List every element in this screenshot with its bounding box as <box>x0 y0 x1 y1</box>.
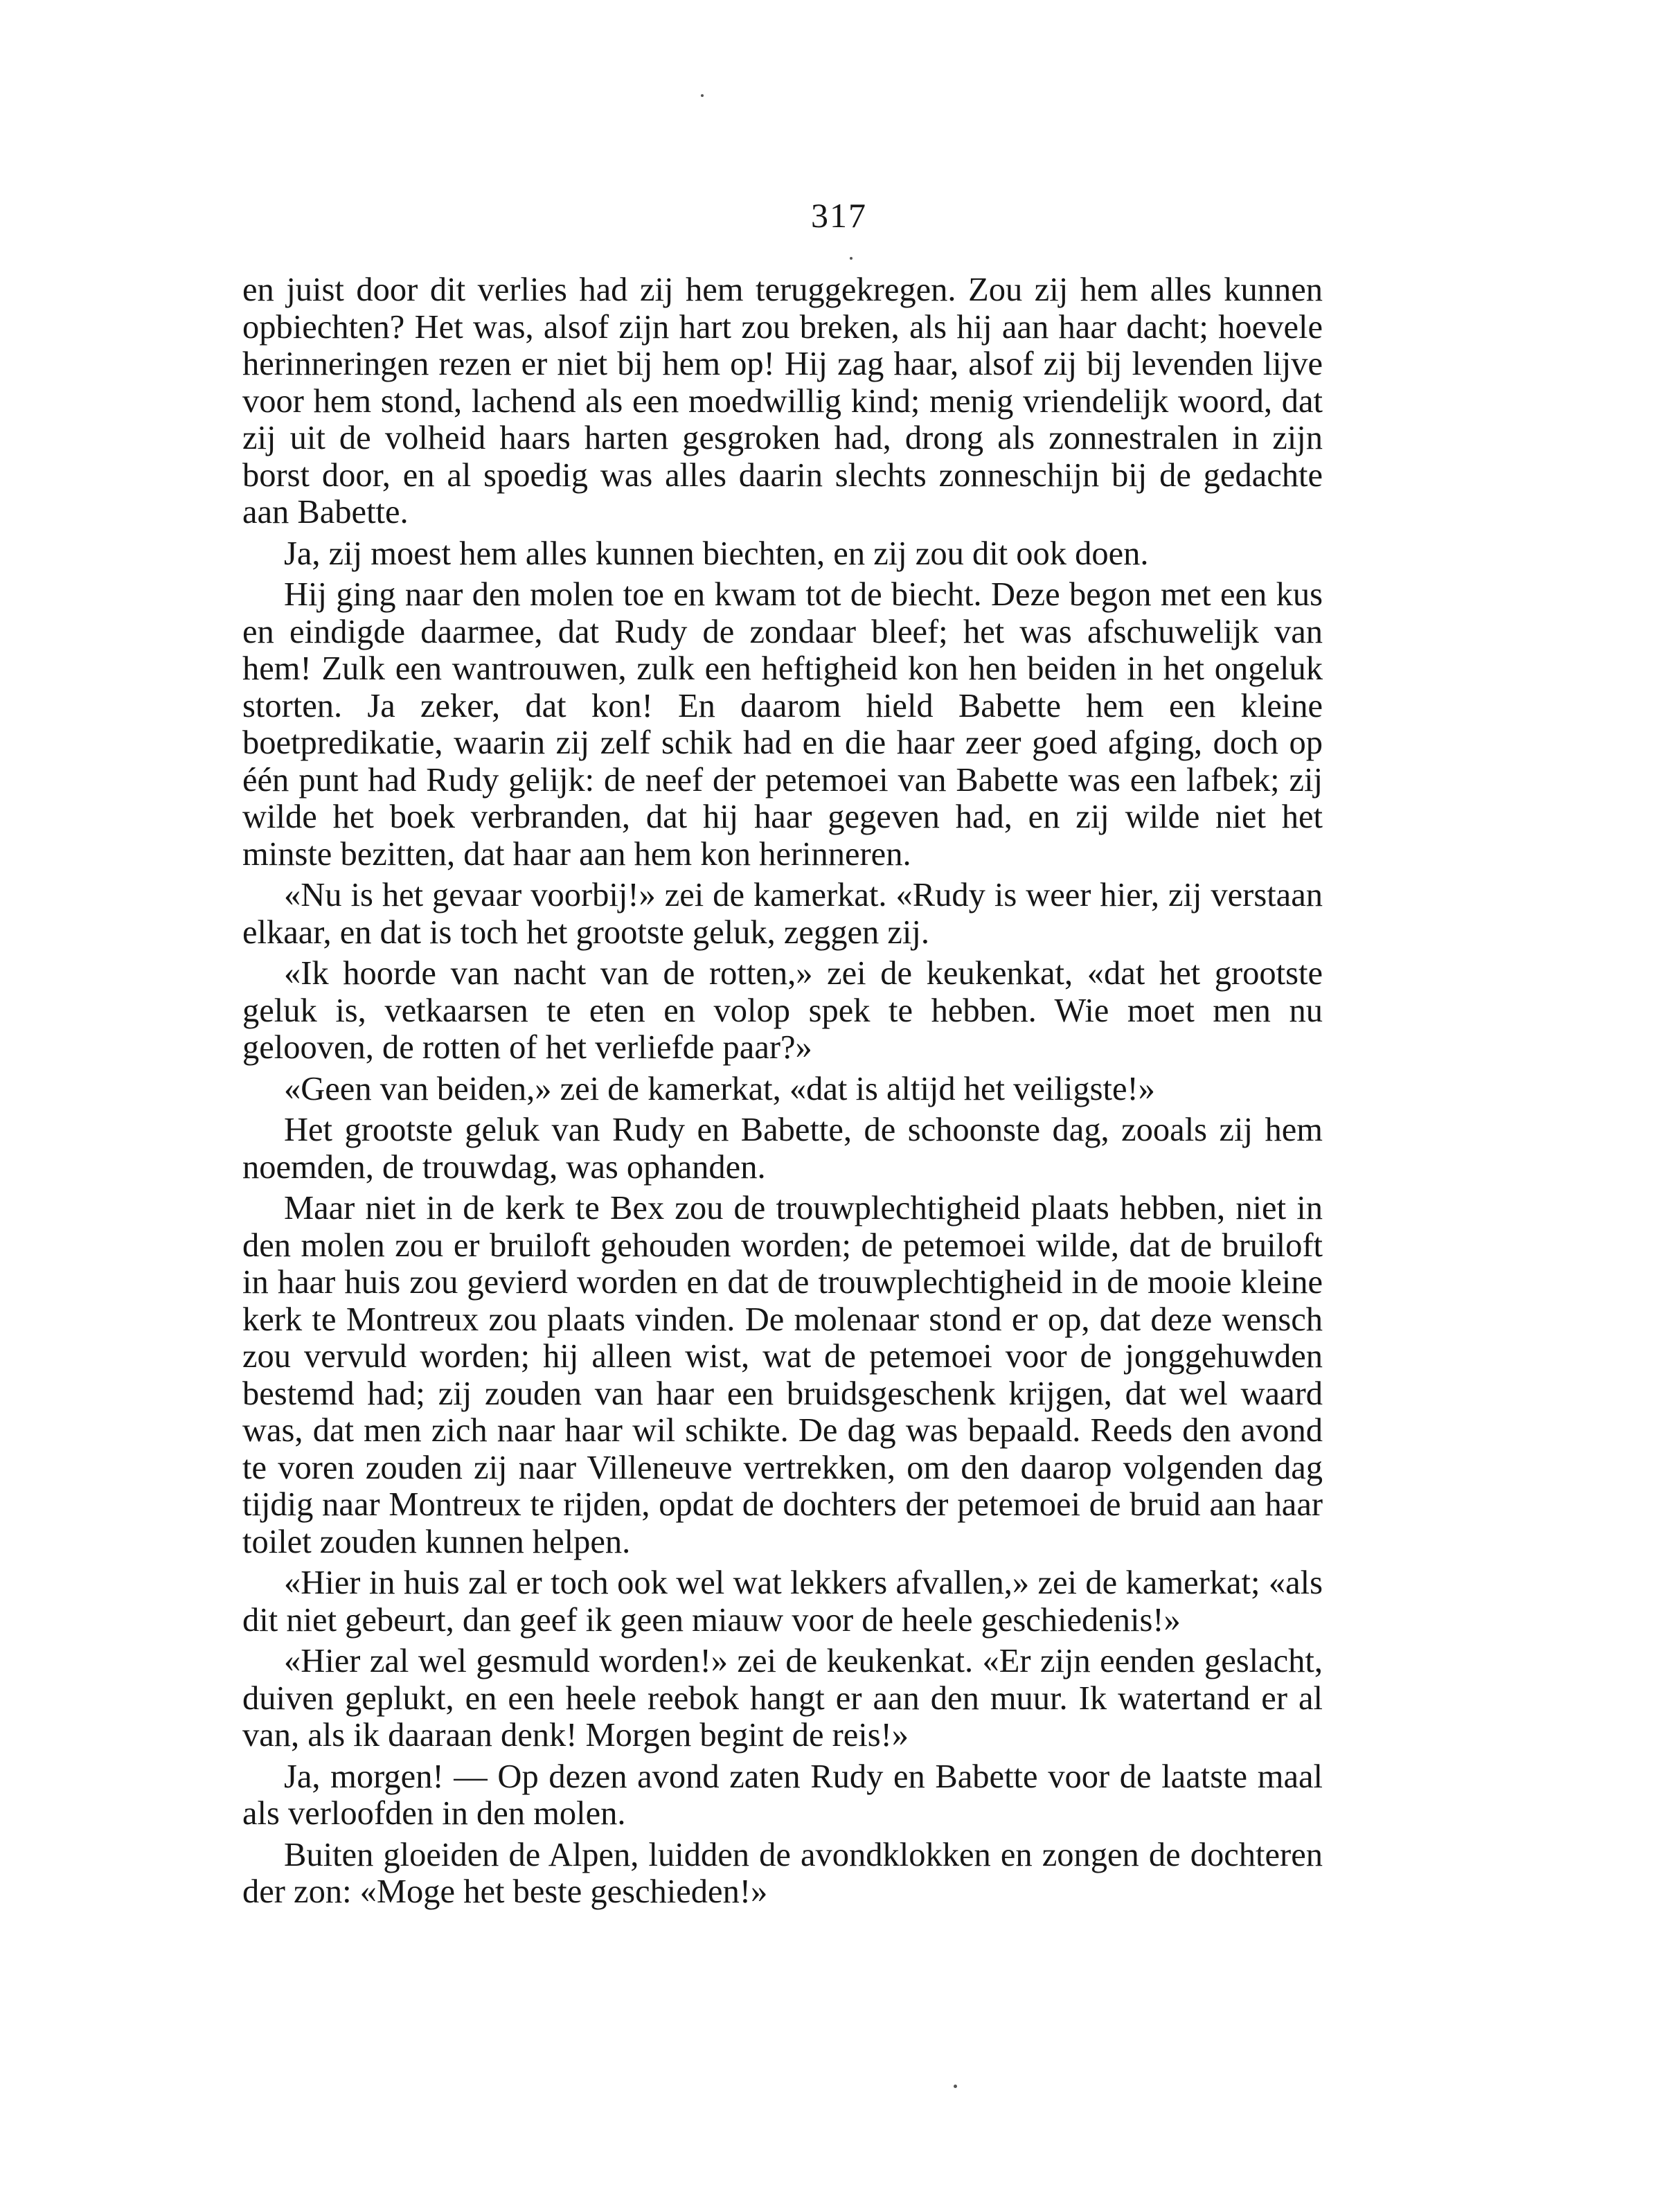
paragraph-continuation: en juist door dit verlies had zij hem teruggekregen. Zou zij hem alles kunnen opbiechten? Het was, alsof zijn hart zou breken, als hij aan haar dacht; hoevele herinneringen rezen er niet bij hem op! Hij zag haar, alsof zij bij levenden lijve voor hem stond, lachend als een moedwillig kind; menig vriendelijk woord, dat zij uit de volheid haars harten gesgroken had, drong als zonnestralen in zijn borst door, en al spoedig was alles daarin slechts zonneschijn bij de gedachte aan Babette. <box>242 271 1323 530</box>
paragraph: Buiten gloeiden de Alpen, luidden de avondklokken en zongen de dochteren der zon: «Moge het beste geschieden!» <box>242 1836 1323 1910</box>
paragraph: «Ik hoorde van nacht van de rotten,» zei de keukenkat, «dat het grootste geluk is, vetkaarsen te eten en volop spek te hebben. Wie moet men nu gelooven, de rotten of het verliefde paar?» <box>242 955 1323 1066</box>
paragraph: Ja, morgen! — Op dezen avond zaten Rudy en Babette voor de laatste maal als verloofden in den molen. <box>242 1758 1323 1832</box>
paragraph: «Geen van beiden,» zei de kamerkat, «dat is altijd het veiligste!» <box>284 1070 1155 1107</box>
paragraph: Maar niet in de kerk te Bex zou de trouwplechtigheid plaats hebben, niet in den molen zou er bruiloft gehouden worden; de petemoei wilde, dat de bruiloft in haar huis zou gevierd worden en dat de trouwplechtigheid in de mooie kleine kerk te Montreux zou plaats vinden. De molenaar stond er op, dat deze wensch zou vervuld worden; hij alleen wist, wat de petemoei voor de jonggehuwden bestemd had; zij zouden van haar een bruidsgeschenk krijgen, dat wel waard was, dat men zich naar haar wil schikte. De dag was bepaald. Reeds den avond te voren zouden zij naar Villeneuve vertrekken, om den daarop volgenden dag tijdig naar Montreux te rijden, opdat de dochters der petemoei de bruid aan haar toilet zouden kunnen helpen. <box>242 1190 1323 1560</box>
page-number: 317 <box>811 196 867 235</box>
body-text <box>242 271 1323 1915</box>
paragraph: «Hier in huis zal er toch ook wel wat lekkers afvallen,» zei de kamerkat; «als dit niet gebeurt, dan geef ik geen miauw voor de heele geschiedenis!» <box>242 1564 1323 1639</box>
paragraph: Ja, zij moest hem alles kunnen biechten, en zij zou dit ook doen. <box>284 535 1149 572</box>
paragraph: Het grootste geluk van Rudy en Babette, de schoonste dag, zooals zij hem noemden, de trouwdag, was ophanden. <box>242 1112 1323 1186</box>
paragraph: «Nu is het gevaar voorbij!» zei de kamerkat. «Rudy is weer hier, zij verstaan elkaar, en dat is toch het grootste geluk, zeggen zij. <box>242 877 1323 951</box>
paper-speck <box>701 94 704 97</box>
paper-speck <box>954 2085 957 2088</box>
paper-speck <box>850 257 853 260</box>
paragraph: Hij ging naar den molen toe en kwam tot de biecht. Deze begon met een kus en eindigde daarmee, dat Rudy de zondaar bleef; het was afschuwelijk van hem! Zulk een wantrouwen, zulk een heftigheid kon hen beiden in het ongeluk storten. Ja zeker, dat kon! En daarom hield Babette hem een kleine boetpredikatie, waarin zij zelf schik had en die haar zeer goed afging, doch op één punt had Rudy gelijk: de neef der petemoei van Babette was een lafbek; zij wilde het boek verbranden, dat hij haar gegeven had, en zij wilde niet het minste bezitten, dat haar aan hem kon herinneren. <box>242 576 1323 873</box>
paragraph: «Hier zal wel gesmuld worden!» zei de keukenkat. «Er zijn eenden geslacht, duiven geplukt, en een heele reebok hangt er aan den muur. Ik watertand er al van, als ik daaraan denk! Morgen begint de reis!» <box>242 1643 1323 1754</box>
